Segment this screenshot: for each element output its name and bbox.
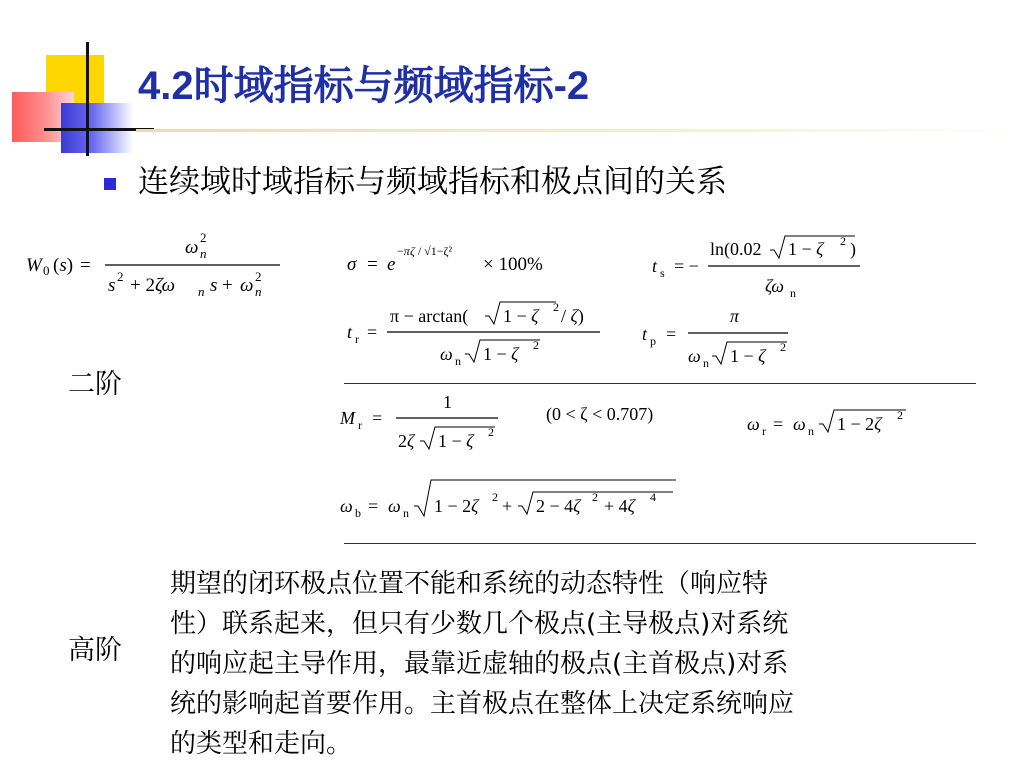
svg-text:=: = <box>367 322 378 342</box>
svg-text:= −: = − <box>674 256 699 276</box>
svg-text:M: M <box>340 408 355 428</box>
formula-resonant-peak <box>338 390 513 462</box>
divider-bottom <box>344 543 976 544</box>
divider-top <box>344 383 976 384</box>
svg-text:n: n <box>455 354 461 368</box>
slide-title: 4.2时域指标与频域指标-2 <box>138 64 590 108</box>
paragraph-line: 期望的闭环极点位置不能和系统的动态特性（响应特 <box>170 569 769 599</box>
svg-text:2: 2 <box>780 340 786 354</box>
svg-text:n: n <box>200 246 207 261</box>
svg-text:2: 2 <box>553 300 559 314</box>
svg-text:2ζ: 2ζ <box>398 431 415 451</box>
svg-text:n: n <box>790 286 796 300</box>
svg-text:=: = <box>372 408 383 428</box>
paragraph-line: 的类型和走向。 <box>170 729 353 759</box>
svg-text:1 − ζ: 1 − ζ <box>483 344 519 364</box>
svg-text:r: r <box>355 332 359 346</box>
svg-text:4: 4 <box>650 490 656 504</box>
formula-rise-time <box>345 292 605 374</box>
formula-overshoot <box>345 235 565 280</box>
svg-text:b: b <box>355 506 361 520</box>
svg-text:n: n <box>808 424 814 438</box>
svg-text:2: 2 <box>840 234 846 248</box>
formula-peak-time <box>640 298 810 374</box>
svg-text:2: 2 <box>488 425 494 439</box>
svg-text:+ 4ζ: + 4ζ <box>604 496 635 516</box>
svg-text:2: 2 <box>200 230 207 245</box>
formula-transfer-function <box>20 225 280 305</box>
svg-text:ω: ω <box>793 414 806 434</box>
svg-text:ω: ω <box>688 346 701 366</box>
svg-text:+: + <box>222 275 233 296</box>
paragraph-line: 的响应起主导作用，最靠近虚轴的极点(主首极点)对系 <box>170 649 789 679</box>
svg-text:n: n <box>703 356 709 370</box>
svg-text:ω: ω <box>440 344 453 364</box>
svg-text:=: = <box>773 414 784 434</box>
svg-text:s: s <box>660 266 665 280</box>
svg-text:ω: ω <box>240 275 254 296</box>
higher-order-paragraph <box>170 564 1000 764</box>
svg-text:2: 2 <box>533 338 539 352</box>
svg-text:(s): (s) <box>53 255 74 276</box>
slide-subtitle: 连续域时域指标与频域指标和极点间的关系 <box>138 164 727 200</box>
svg-text:t: t <box>347 322 353 342</box>
svg-text:/ ζ): / ζ) <box>561 306 584 326</box>
svg-text:−πζ / √1−ζ²: −πζ / √1−ζ² <box>397 244 453 258</box>
svg-text:σ: σ <box>347 254 357 275</box>
svg-text:ω: ω <box>388 496 401 516</box>
svg-text:2: 2 <box>117 269 124 284</box>
svg-text:s: s <box>108 275 116 296</box>
svg-text:ω: ω <box>340 496 353 516</box>
svg-text:W: W <box>26 255 42 276</box>
svg-text:2: 2 <box>592 490 598 504</box>
svg-text:1 − 2ζ: 1 − 2ζ <box>837 414 882 434</box>
svg-text:ζω: ζω <box>765 276 784 296</box>
svg-text:=: = <box>367 254 378 275</box>
svg-text:2 − 4ζ: 2 − 4ζ <box>536 496 581 516</box>
svg-text:n: n <box>403 506 409 520</box>
svg-text:s: s <box>210 275 218 296</box>
svg-text:1 − ζ: 1 − ζ <box>438 431 474 451</box>
svg-text:+: + <box>502 496 513 516</box>
svg-text:t: t <box>652 256 658 276</box>
section-label-second-order: 二阶 <box>68 369 122 400</box>
svg-text:): ) <box>850 239 856 259</box>
formula-settling-time <box>650 228 870 308</box>
svg-text:2: 2 <box>255 269 262 284</box>
svg-text:× 100%: × 100% <box>483 254 543 275</box>
paragraph-line: 统的影响起首要作用。主首极点在整体上决定系统响应 <box>170 689 795 719</box>
svg-text:0: 0 <box>43 263 50 278</box>
svg-text:π: π <box>730 306 740 326</box>
svg-text:e: e <box>387 254 396 275</box>
formula-bandwidth <box>338 474 683 524</box>
formula-resonant-peak-condition: (0 < ζ < 0.707) <box>546 404 654 424</box>
svg-text:1 − 2ζ: 1 − 2ζ <box>434 496 479 516</box>
svg-text:2: 2 <box>492 490 498 504</box>
svg-text:t: t <box>642 324 648 344</box>
svg-text:ω: ω <box>185 237 199 258</box>
bullet-icon <box>104 178 116 190</box>
svg-text:1 − ζ: 1 − ζ <box>788 239 824 259</box>
paragraph-line: 性）联系起来，但只有少数几个极点(主导极点)对系统 <box>170 609 789 639</box>
svg-text:r: r <box>762 424 766 438</box>
svg-text:1 − ζ: 1 − ζ <box>503 306 539 326</box>
section-label-higher-order: 高阶 <box>68 635 122 666</box>
svg-text:2: 2 <box>897 408 903 422</box>
svg-text:n: n <box>255 284 262 299</box>
svg-text:=: = <box>80 255 91 276</box>
svg-text:=: = <box>666 324 677 344</box>
svg-text:1 − ζ: 1 − ζ <box>730 346 766 366</box>
decor-vertical-line <box>86 42 89 156</box>
svg-text:π − arctan(: π − arctan( <box>390 306 469 326</box>
svg-text:p: p <box>650 334 656 348</box>
svg-text:ln(0.02: ln(0.02 <box>710 239 762 259</box>
svg-text:n: n <box>198 284 205 299</box>
svg-text:r: r <box>358 418 362 432</box>
svg-text:=: = <box>368 496 379 516</box>
svg-text:1: 1 <box>443 392 452 412</box>
title-underline <box>136 129 1024 132</box>
svg-text:ω: ω <box>747 414 760 434</box>
formula-resonant-frequency <box>745 398 915 443</box>
svg-text:+ 2ζω: + 2ζω <box>130 275 175 296</box>
